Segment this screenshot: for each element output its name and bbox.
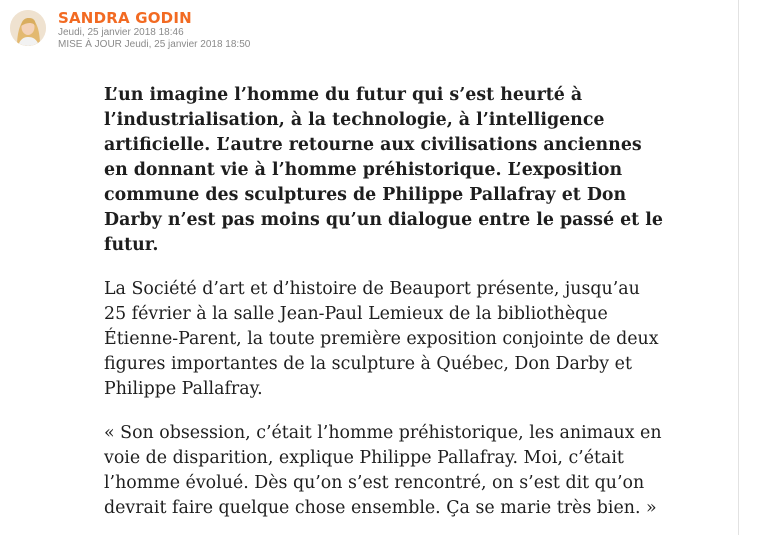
publish-date: Jeudi, 25 janvier 2018 18:46 — [58, 27, 184, 38]
author-name[interactable]: SANDRA GODIN — [58, 9, 192, 27]
author-meta — [58, 9, 250, 51]
article-body — [104, 83, 664, 535]
update-date: MISE À JOUR Jeudi, 25 janvier 2018 18:50 — [58, 39, 251, 50]
article-paragraph: « Son obsession, c’était l’homme préhistorique, les animaux en voie de disparition, explique Philippe Pallafray. Moi, c’était l’homme évolué. Dès qu’on s’est rencontré, on s’est dit qu’on devrait faire quelque chose ensemble. Ça se marie très bien. » — [104, 423, 662, 518]
author-avatar[interactable] — [10, 10, 46, 46]
author-byline — [10, 10, 250, 50]
author-photo-icon — [10, 10, 46, 46]
article-paragraph: La Société d’art et d’histoire de Beauport présente, jusqu’au 25 février à la salle Jean-Paul Lemieux de la bibliothèque Étienne-Parent, la toute première exposition conjointe de deux figures importantes de la sculpture à Québec, Don Darby et Philippe Pallafray. — [104, 279, 659, 399]
article-lead: L’un imagine l’homme du futur qui s’est heurté à l’industrialisation, à la technologie, à l’intelligence artificielle. L’autre retourne aux civilisations anciennes en donnant vie à l’homme préhistorique. L’exposition commune des sculptures de Philippe Pallafray et Don Darby n’est pas moins qu’un dialogue entre le passé et le futur. — [104, 85, 663, 255]
